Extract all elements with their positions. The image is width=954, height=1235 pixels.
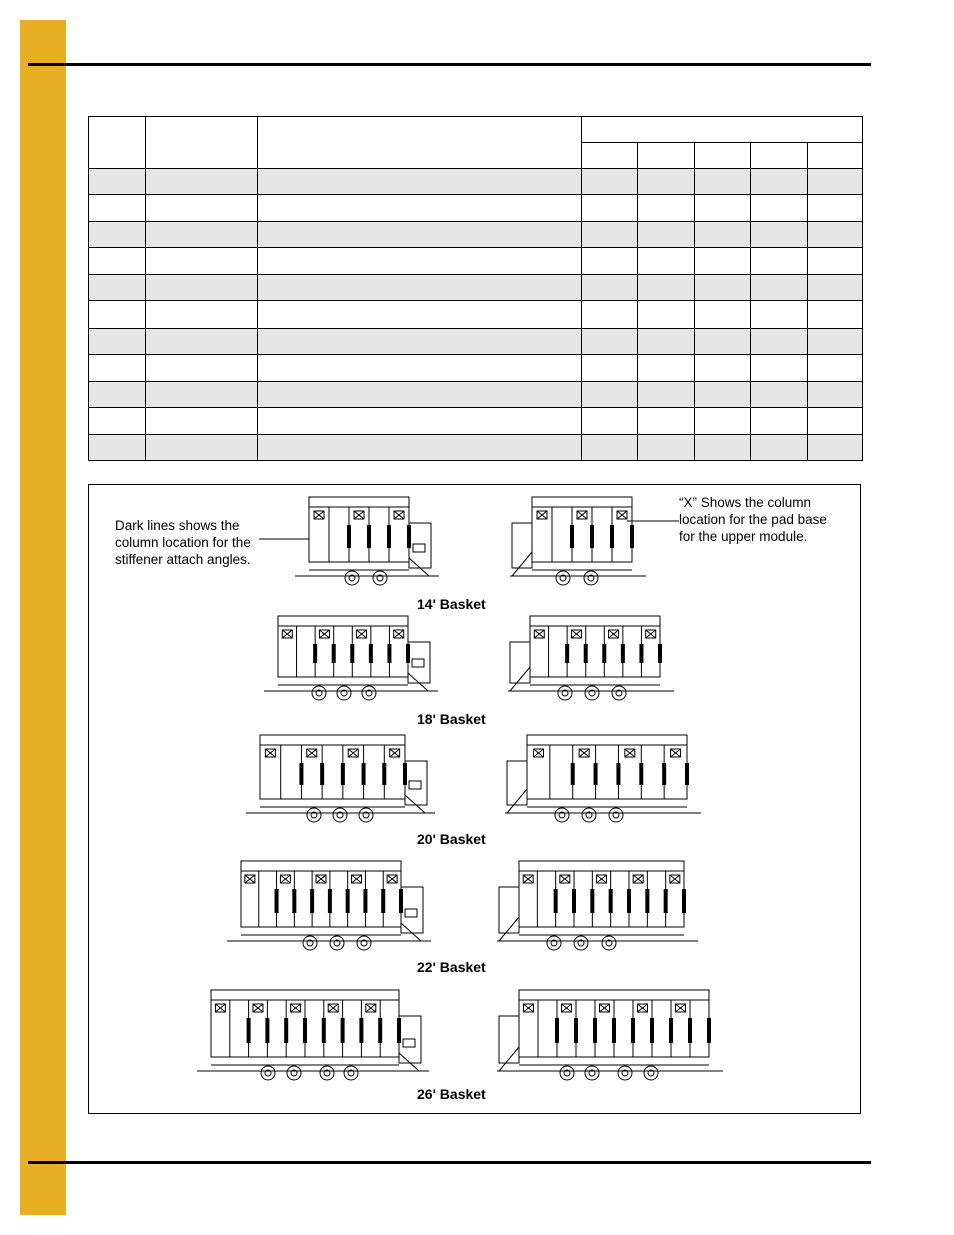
table-row xyxy=(89,328,863,354)
header-cell xyxy=(89,117,146,169)
basket-drawing xyxy=(295,497,646,585)
header-cell xyxy=(751,143,808,169)
basket-drawing xyxy=(264,616,674,700)
table-header-row xyxy=(89,117,863,143)
table-row xyxy=(89,407,863,434)
parts-table xyxy=(88,116,863,461)
table-row xyxy=(89,275,863,301)
footer-rule xyxy=(28,1161,871,1164)
table-row xyxy=(89,195,863,222)
note-line: stiffener attach angles. xyxy=(115,552,251,567)
header-cell xyxy=(146,117,258,169)
note-dark-lines xyxy=(115,517,251,568)
caption-14ft: 14' Basket xyxy=(417,596,486,612)
caption-20ft: 20' Basket xyxy=(417,831,486,847)
basket-drawings xyxy=(89,485,862,1115)
note-line: location for the pad base xyxy=(679,512,827,527)
table-row xyxy=(89,434,863,460)
note-line: column location for the xyxy=(115,535,251,550)
header-cell xyxy=(258,117,582,169)
table-row xyxy=(89,169,863,195)
basket-drawing xyxy=(227,861,698,950)
table-row xyxy=(89,248,863,275)
header-rule xyxy=(28,63,871,66)
basket-drawing xyxy=(246,735,701,822)
header-cell xyxy=(808,143,863,169)
table-row xyxy=(89,354,863,381)
header-cell xyxy=(582,143,638,169)
note-line: “X” Shows the column xyxy=(679,495,812,510)
header-cell xyxy=(582,117,863,143)
basket-figure xyxy=(88,484,861,1114)
caption-26ft: 26' Basket xyxy=(417,1086,486,1102)
caption-18ft: 18' Basket xyxy=(417,711,486,727)
header-cell xyxy=(695,143,751,169)
table-row xyxy=(89,381,863,407)
basket-drawing xyxy=(197,990,723,1080)
note-x-marks xyxy=(679,494,827,545)
note-line: Dark lines shows the xyxy=(115,518,240,533)
table-row xyxy=(89,222,863,248)
note-line: for the upper module. xyxy=(679,529,808,544)
table-row xyxy=(89,301,863,328)
sidebar-accent-bar xyxy=(20,20,66,1215)
caption-22ft: 22' Basket xyxy=(417,959,486,975)
header-cell xyxy=(638,143,695,169)
